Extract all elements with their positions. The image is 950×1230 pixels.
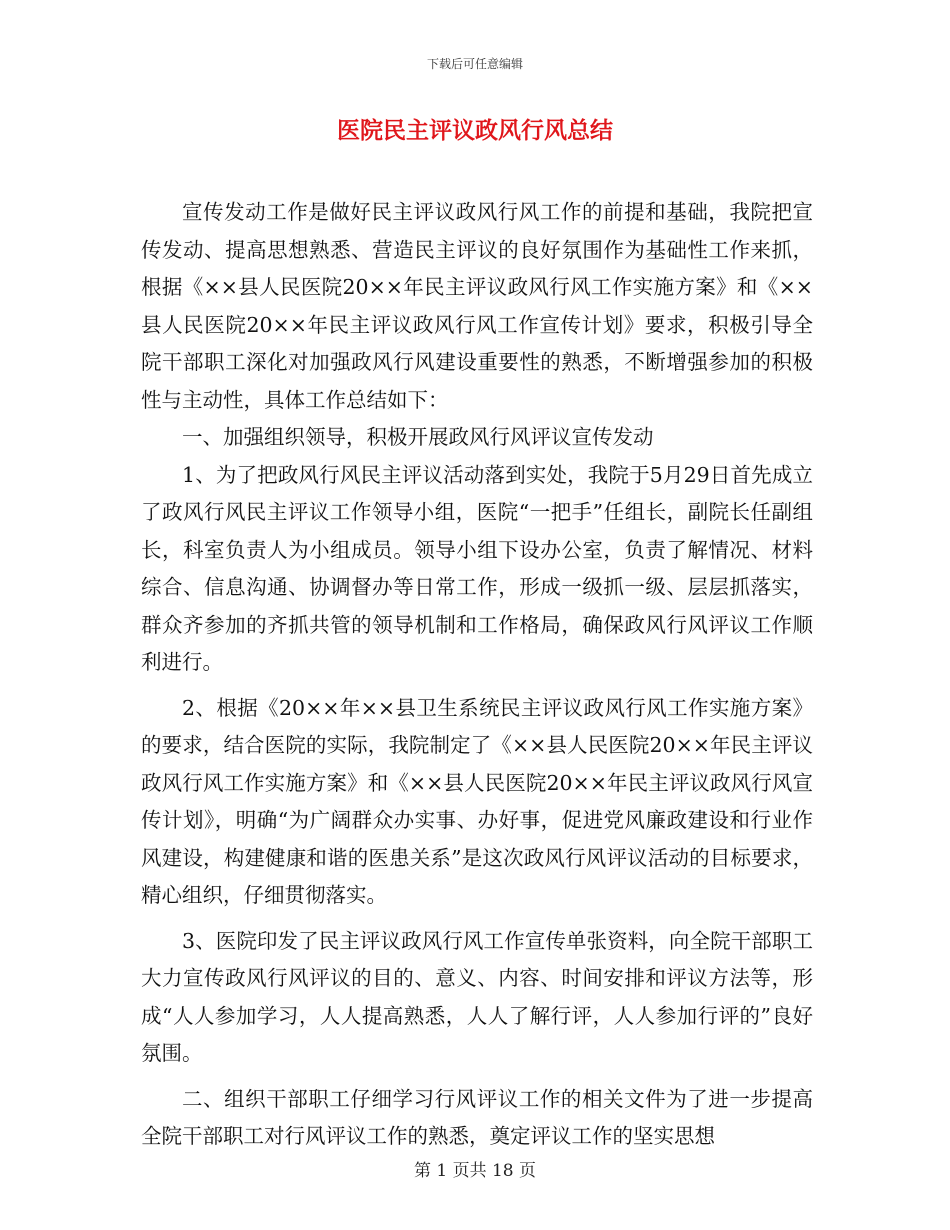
section-heading-2: 二、组织干部职工仔细学习行风评议工作的相关文件为了进一步提高全院干部职工对行风评议工作的熟悉，奠定评议工作的坚实思想 [141,1086,813,1148]
document-title: 医院民主评议政风行风总结 [337,117,613,144]
section-heading-1: 一、加强组织领导，积极开展政风行风评议宣传发动 [182,425,654,449]
paragraph-intro: 宣传发动工作是做好民主评议政风行风工作的前提和基础，我院把宣传发动、提高思想熟悉、营造民主评议的良好氛围作为基础性工作来抓，根据《××县人民医院20××年民主评议政风行风工作实施方案》和《××县人民医院20××年民主评议政风行风工作宣传计划》要求，积极引导全院干部职工深化对加强政风行风建设重要性的熟悉，不断增强参加的积极性与主动性，具体工作总结如下： [141,200,813,412]
header-note: 下载后可任意编辑 [426,57,523,71]
page-footer: 第 1 页共 18 页 [413,1161,537,1181]
paragraph-item-2: 2、根据《20××年××县卫生系统民主评议政风行风工作实施方案》的要求，结合医院的实际，我院制定了《××县人民医院20××年民主评议政风行风工作实施方案》和《××县人民医院20××年民主评议政风行风宣传计划》，明确“为广阔群众办实事、办好事，促进党风廉政建设和行业作风建设，构建健康和谐的医患关系”是这次政风行风评议活动的目标要求，精心组织，仔细贯彻落实。 [141,695,813,907]
paragraph-item-3: 3、医院印发了民主评议政风行风工作宣传单张资料，向全院干部职工大力宣传政风行风评议的目的、意义、内容、时间安排和评议方法等，形成“人人参加学习，人人提高熟悉，人人了解行评，人人参加行评的”良好氛围。 [141,928,813,1065]
document-body [141,194,813,1156]
paragraph-item-1: 1、为了把政风行风民主评议活动落到实处，我院于5月29日首先成立了政风行风民主评议工作领导小组，医院“一把手”任组长，副院长任副组长，科室负责人为小组成员。领导小组下设办公室，负责了解情况、材料综合、信息沟通、协调督办等日常工作，形成一级抓一级、层层抓落实，群众齐参加的齐抓共管的领导机制和工作格局，确保政风行风评议工作顺利进行。 [141,462,813,674]
